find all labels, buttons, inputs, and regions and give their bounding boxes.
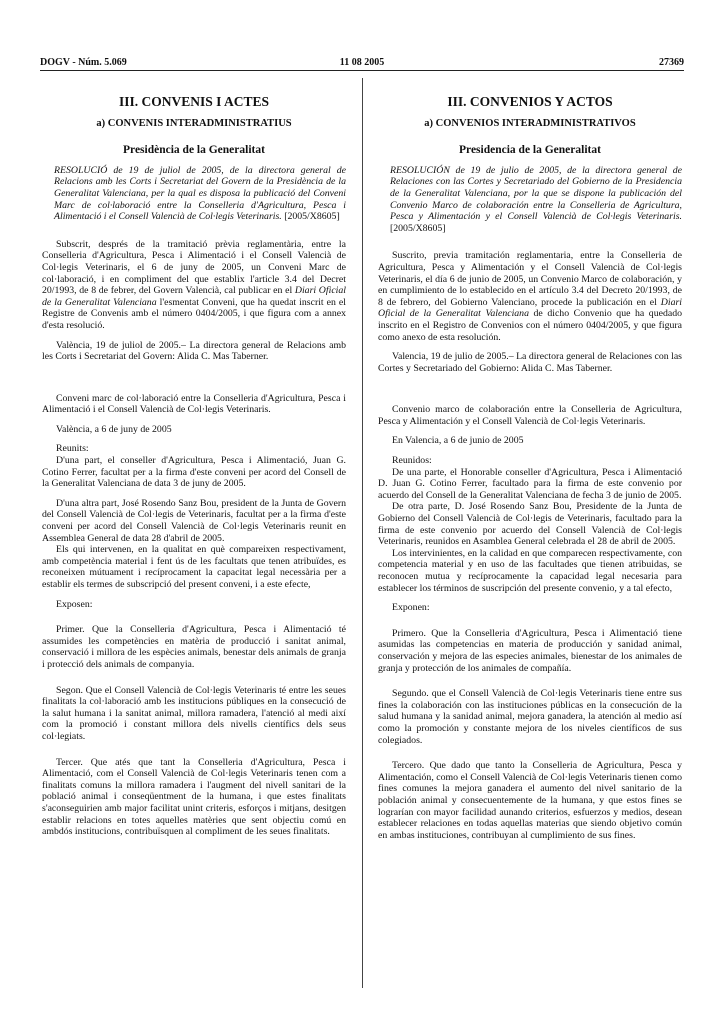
paragraph: Primero. Que la Conselleria d'Agricultura, Pesca i Alimentació tiene asumidas las competencias en materia de producción y sanidad animal, conservación y mejora de las especies animales, bienestar de los animales de granja y protección de los animales de compañía. bbox=[378, 627, 682, 674]
paragraph: Reunidos: bbox=[392, 455, 432, 467]
paragraph: València, 19 de juliol de 2005.– La directora general de Relacions amb les Corts i Secretariat del Govern: Alida C. Mas Taberner. bbox=[42, 339, 346, 363]
organization-heading: Presidència de la Generalitat bbox=[123, 144, 265, 157]
column-spanish bbox=[378, 96, 682, 841]
journal-issue: DOGV - Núm. 5.069 bbox=[40, 57, 127, 68]
paragraph: De una parte, el Honorable conseller d'Agricultura, Pesca i Alimentació D. Juan G. Cotino Ferrer, facultado para la firma de este convenio por acuerdo del Consell de la Generalitat Valenciana de fecha 3 de junio de 2005. bbox=[378, 466, 682, 501]
paragraph: De otra parte, D. José Rosendo Sanz Bou, Presidente de la Junta de Gobierno del Consell Valencià de Col·legis de Veterinaris, facultado para la firma de este convenio por acuerdo del Consell Valencià de Col·legis Veterinaris, reunidos en Asamblea General celebrada el 28 de abril de 2005. bbox=[378, 501, 682, 548]
resolution-summary: RESOLUCIÓ de 19 de juliol de 2005, de la directora general de Relacions amb les Corts i Secretariat del Govern de la Presidència de la Generalitat Valenciana, per la qual es disposa la publicació del Conveni Marc de col·laboració entre la Conselleria d'Agricultura, Pesca i Alimentació i el Consell Valencià de Col·legis Veterinaris. [2005/X8605] bbox=[54, 164, 346, 223]
subsection-title: a) CONVENIOS INTERADMINISTRATIVOS bbox=[424, 117, 636, 129]
paragraph: D'una altra part, José Rosendo Sanz Bou, president de la Junta de Govern del Consell Valencià de Col·legis de Veterinaris, facultat per a la firma d'este conveni per acord del Consell Valencià de Col·legis Veterinaris reunit en Assemblea General de data 28 d'abril de 2005. bbox=[42, 497, 346, 544]
paragraph: Los intervinientes, en la calidad en que comparecen respectivamente, con competencia material y en uso de las facultades que tienen atribuidas, se reconocen mutua y recíprocamente la capacidad legal necesaria para establecer los términos de suscripción del presente convenio, y a tal efecto, bbox=[378, 547, 682, 594]
paragraph: Conveni marc de col·laboració entre la Conselleria d'Agricultura, Pesca i Alimentació i el Consell Valencià de Col·legis Veterinaris. bbox=[42, 392, 346, 416]
paragraph: Suscrito, previa tramitación reglamentaria, entre la Conselleria de Agricultura, Pesca y Alimentación y el Consell Valencià de Col·legis Veterinaris, el día 6 de junio de 2005, un Convenio Marco de colaboración, y en cumplimiento de lo establecido en el artículo 3.4 del Decreto 20/1993, de 8 de febrero, del Gobierno Valenciano, procede la publicación en el Diari Oficial de la Generalitat Valenciana de dicho Convenio que ha quedado inscrito en el Registro de Convenios con el número 0404/2005, y que figura como anexo de esta resolución. bbox=[378, 250, 682, 343]
publication-date: 11 08 2005 bbox=[339, 57, 385, 68]
header-rule bbox=[40, 70, 684, 71]
paragraph: En Valencia, a 6 de junio de 2005 bbox=[392, 435, 524, 447]
paragraph: Reunits: bbox=[56, 443, 89, 455]
paragraph: València, a 6 de juny de 2005 bbox=[56, 423, 172, 435]
paragraph: Primer. Que la Conselleria d'Agricultura, Pesca i Alimentació té assumides les competències en matèria de producció i sanitat animal, conservació i millora de les espècies animals, benestar dels animals de granja i protecció dels animals de companyia. bbox=[42, 624, 346, 670]
resolution-summary: RESOLUCIÓN de 19 de julio de 2005, de la directora general de Relaciones con las Cortes y Secretariado del Gobierno de la Presidencia de la Generalitat Valenciana, por la que se dispone la publicación del Convenio Marco de colaboración entre la Conselleria de Agricultura, Pesca y Alimentación y el Consell Valencià de Col·legis Veterinaris. [2005/X8605] bbox=[390, 164, 682, 234]
organization-heading: Presidencia de la Generalitat bbox=[459, 144, 601, 157]
section-title: III. CONVENIOS Y ACTOS bbox=[447, 94, 613, 109]
paragraph: Exponen: bbox=[392, 602, 430, 614]
subsection-title: a) CONVENIS INTERADMINISTRATIUS bbox=[96, 117, 292, 129]
paragraph: Segon. Que el Consell Valencià de Col·legis Veterinaris té entre les seues finalitats la col·laboració amb les institucions públiques en la consecució de la salut humana i la sanitat animal, millora ramadera, l'atenció al medi així com la promoció i constant millora dels nivells científics dels seus col·legiats. bbox=[42, 684, 346, 742]
paragraph: Exposen: bbox=[56, 598, 93, 610]
paragraph: Tercero. Que dado que tanto la Conselleria de Agricultura, Pesca y Alimentación, como el Consell Valencià de Col·legis Veterinaris tienen como fines comunes la mejora ganadera el aumento del nivel sanitario de la población animal y consecuentemente de la humana, y que estos fines se lograrían con mayor facilidad aunando criterios, esfuerzos y medios, desean establecer relaciones en todas aquellas materias que siendo objetivo común en ambas instituciones, contribuyan al cumplimiento de sus fines. bbox=[378, 760, 682, 841]
paragraph: Tercer. Que atés que tant la Conselleria d'Agricultura, Pesca i Alimentació, com el Consell Valencià de Col·legis Veterinaris tenen com a finalitats comuns la millora ramadera i l'augment del nivell sanitari de la població animal i conseqüentment de la humana, i que estes finalitats s'aconseguirien amb major facilitat unint criteris, esforços i mitjans, desitgen establir relacions en totes aquelles matèries que sent objectiu comú en ambdós institucions, contribuïsquen al compliment de les seues finalitats. bbox=[42, 756, 346, 838]
paragraph: Subscrit, després de la tramitació prèvia reglamentària, entre la Conselleria d'Agricultura, Pesca i Alimentació i el Consell Valencià de Col·legis Veterinaris, el 6 de juny de 2005, un Conveni Marc de col·laboració, i en compliment del que establix l'article 3.4 del Decret 20/1993, de 8 de febrer, del Govern Valencià, cal publicar en el Diari Oficial de la Generalitat Valenciana l'esmentat Conveni, que ha quedat inscrit en el Registre de Convenis amb el número 0404/2005, i que figura com a annex d'esta resolució. bbox=[42, 238, 347, 331]
section-title: III. CONVENIS I ACTES bbox=[118, 94, 270, 109]
paragraph: Convenio marco de colaboración entre la Conselleria de Agricultura, Pesca y Alimentación y el Consell Valencià de Col·legis Veterinaris. bbox=[378, 404, 682, 427]
paragraph: D'una part, el conseller d'Agricultura, Pesca i Alimentació, Juan G. Cotino Ferrer, facultat per a la firma d'este conveni per acord del Consell de la Generalitat Valenciana de data 3 de juny de 2005. bbox=[42, 455, 346, 490]
paragraph: Segundo. que el Consell Valencià de Col·legis Veterinaris tiene entre sus fines la colaboración con las instituciones públicas en la consecución de la salud humana y la sanidad animal, mejora ganadera, la atención al medio así como la promoción y constante mejora de los niveles científicos de sus colegiados. bbox=[378, 688, 682, 746]
reference-code: [2005/X8605] bbox=[284, 211, 340, 223]
column-valencian bbox=[42, 96, 346, 838]
paragraph: Els qui intervenen, en la qualitat en què compareixen respectivament, amb competència material i fent ús de les facultats que tenen atribuïdes, es reconeixen mútuament i recíprocament la capacitat legal necessària per a establir els termes de subscripció del present conveni, i a este efecte, bbox=[42, 544, 346, 590]
page-number: 27369 bbox=[659, 57, 684, 68]
paragraph: Valencia, 19 de julio de 2005.– La directora general de Relaciones con las Cortes y Secretariado del Gobierno: Alida C. Mas Taberner. bbox=[378, 351, 682, 374]
column-divider bbox=[362, 78, 363, 988]
reference-code: [2005/X8605] bbox=[390, 222, 446, 234]
page-header bbox=[40, 57, 684, 71]
